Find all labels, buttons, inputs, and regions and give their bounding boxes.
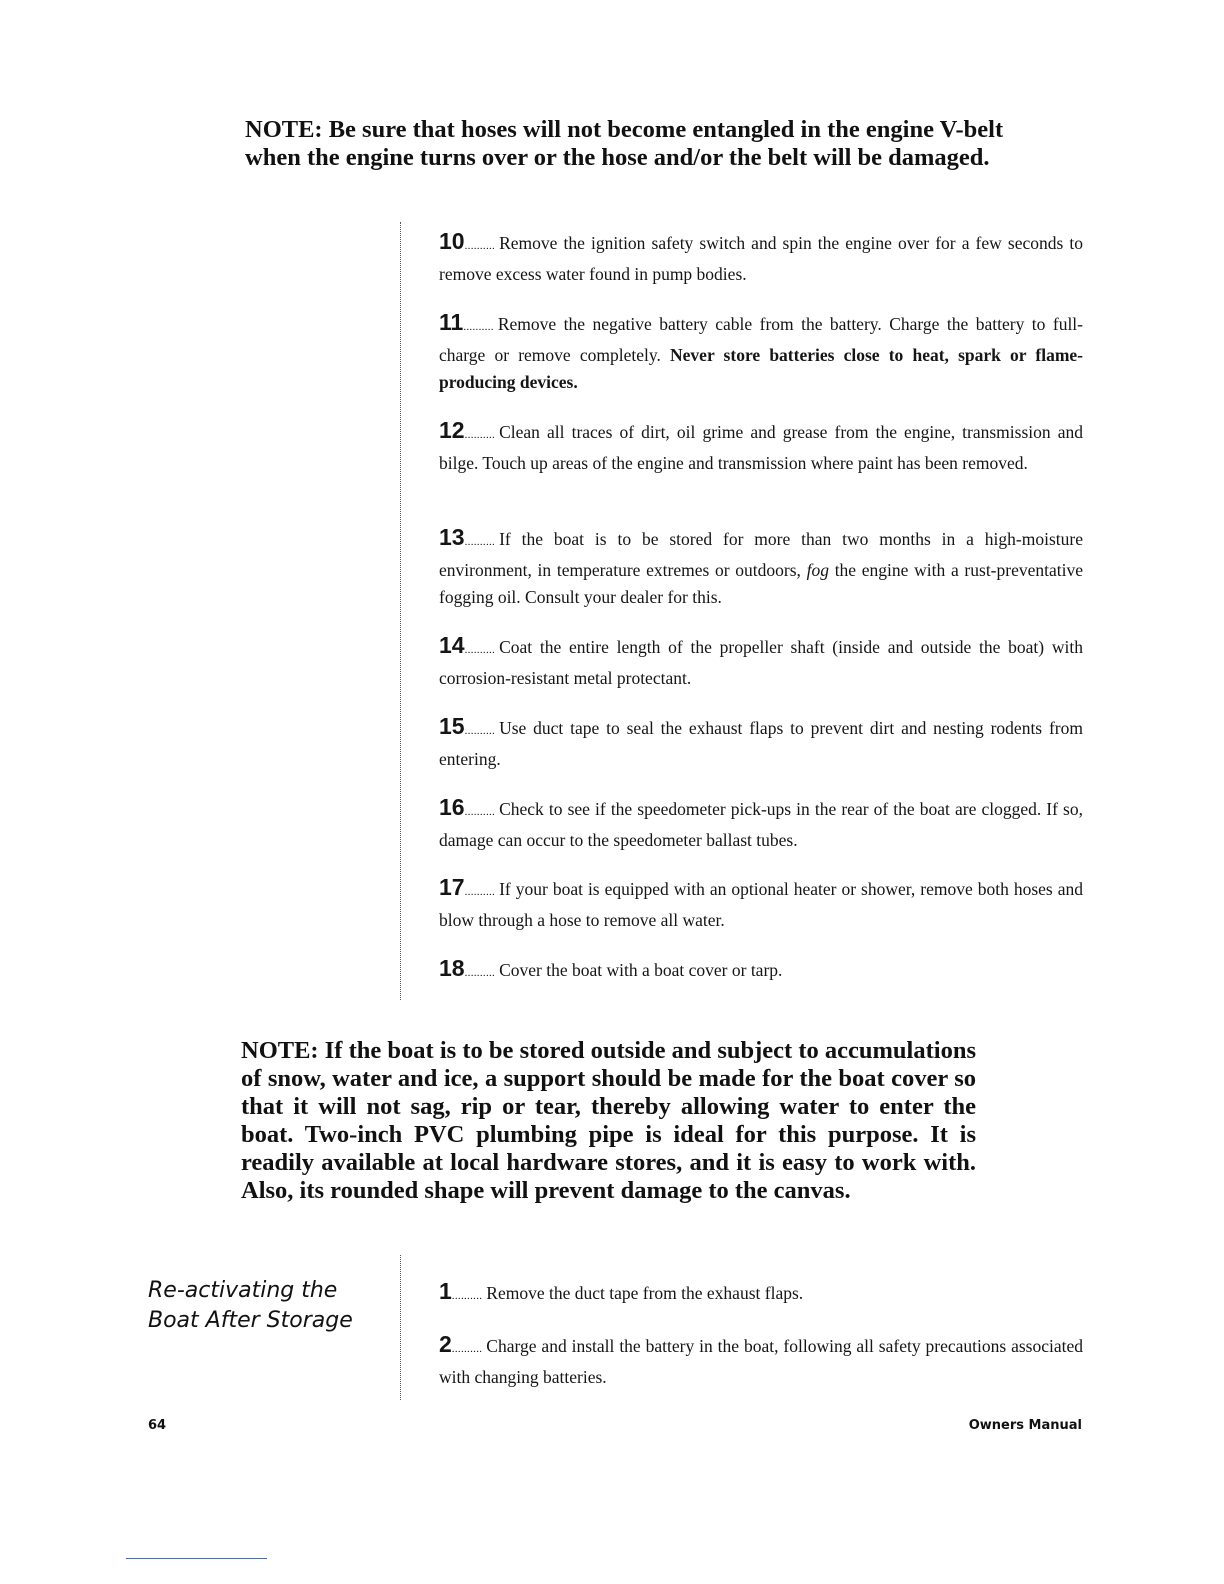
reactivation-step-1 <box>439 1278 1083 1311</box>
step-13 <box>439 524 1083 612</box>
step-number: 14 <box>439 632 465 658</box>
step-number: 2 <box>439 1331 452 1357</box>
step-text: Charge and install the battery in the boat, following all safety precautions associated with changing batteries. <box>439 1336 1083 1387</box>
leader-dots: .......... <box>464 429 496 441</box>
column-divider-bottom <box>400 1255 401 1400</box>
step-text: Remove the negative battery cable from the battery. Charge the battery to full-charge or remove completely. <box>439 314 1083 365</box>
step-number: 17 <box>439 874 465 900</box>
step-number: 15 <box>439 713 465 739</box>
leader-dots: .......... <box>464 886 496 898</box>
step-18 <box>439 955 1083 988</box>
step-10 <box>439 228 1083 288</box>
step-number: 18 <box>439 955 465 981</box>
footer-title: Owners Manual <box>968 1418 1082 1433</box>
step-warning: Never store batteries close to heat, spark or flame-producing devices. <box>439 344 1084 392</box>
step-text-continued: the engine with a rust-preventative fogging oil. Consult your dealer for this. <box>439 559 1083 607</box>
step-12 <box>439 417 1083 477</box>
leader-dots: .......... <box>451 1343 483 1355</box>
column-divider-top <box>400 222 401 1000</box>
section-heading-line-2: Boat After Storage <box>148 1308 353 1333</box>
step-text: Check to see if the speedometer pick-ups in the rear of the boat are clogged. If so, damage can occur to the speedometer ballast tubes. <box>439 799 1083 850</box>
step-11 <box>439 309 1083 397</box>
section-heading <box>148 1276 388 1336</box>
leader-dots: .......... <box>463 321 494 333</box>
note-bottom: NOTE: If the boat is to be stored outside and subject to accumulations of snow, water and ice, a support should be made for the boat cover so that it will not sag, rip or tear, thereby allowing water to enter the boat. Two-inch PVC plumbing pipe is ideal for this purpose. It is readily available at local hardware stores, and it is easy to work with. Also, its rounded shape will prevent damage to the canvas. <box>241 1037 976 1204</box>
leader-dots: .......... <box>451 1290 483 1302</box>
step-15 <box>439 713 1083 773</box>
step-16 <box>439 794 1083 854</box>
leader-dots: .......... <box>464 725 496 737</box>
step-14 <box>439 632 1083 692</box>
step-number: 11 <box>439 309 464 335</box>
step-text: Clean all traces of dirt, oil grime and grease from the engine, transmission and bilge. Touch up areas of the engine and transmission where paint has been removed. <box>439 422 1083 473</box>
step-number: 1 <box>439 1278 452 1304</box>
step-text: If your boat is equipped with an optional heater or shower, remove both hoses and blow through a hose to remove all water. <box>439 879 1083 930</box>
leader-dots: .......... <box>464 536 496 548</box>
step-text: Use duct tape to seal the exhaust flaps to prevent dirt and nesting rodents from entering. <box>439 718 1083 769</box>
step-text: Remove the duct tape from the exhaust flaps. <box>486 1283 804 1303</box>
leader-dots: .......... <box>464 967 496 979</box>
reactivation-step-2 <box>439 1331 1083 1391</box>
leader-dots: .......... <box>464 240 496 252</box>
scan-rule <box>126 1558 267 1559</box>
step-number: 16 <box>439 794 465 820</box>
step-number: 13 <box>439 524 465 550</box>
step-text: Coat the entire length of the propeller shaft (inside and outside the boat) with corrosion-resistant metal protectant. <box>439 637 1083 688</box>
step-17 <box>439 874 1083 934</box>
step-text: Cover the boat with a boat cover or tarp. <box>499 960 783 980</box>
leader-dots: .......... <box>464 806 496 818</box>
step-text: Remove the ignition safety switch and spin the engine over for a few seconds to remove excess water found in pump bodies. <box>439 233 1083 284</box>
step-text: If the boat is to be stored for more than two months in a high-moisture environment, in temperature extremes or outdoors, <box>439 529 1083 580</box>
leader-dots: .......... <box>464 644 496 656</box>
step-emphasis: fog <box>806 559 829 580</box>
section-heading-line-1: Re-activating the <box>148 1278 338 1303</box>
step-number: 12 <box>439 417 465 443</box>
page-number: 64 <box>148 1418 167 1433</box>
note-top: NOTE: Be sure that hoses will not become entangled in the engine V-belt when the engine turns over or the hose and/or the belt will be damaged. <box>245 116 1004 171</box>
step-number: 10 <box>439 228 465 254</box>
